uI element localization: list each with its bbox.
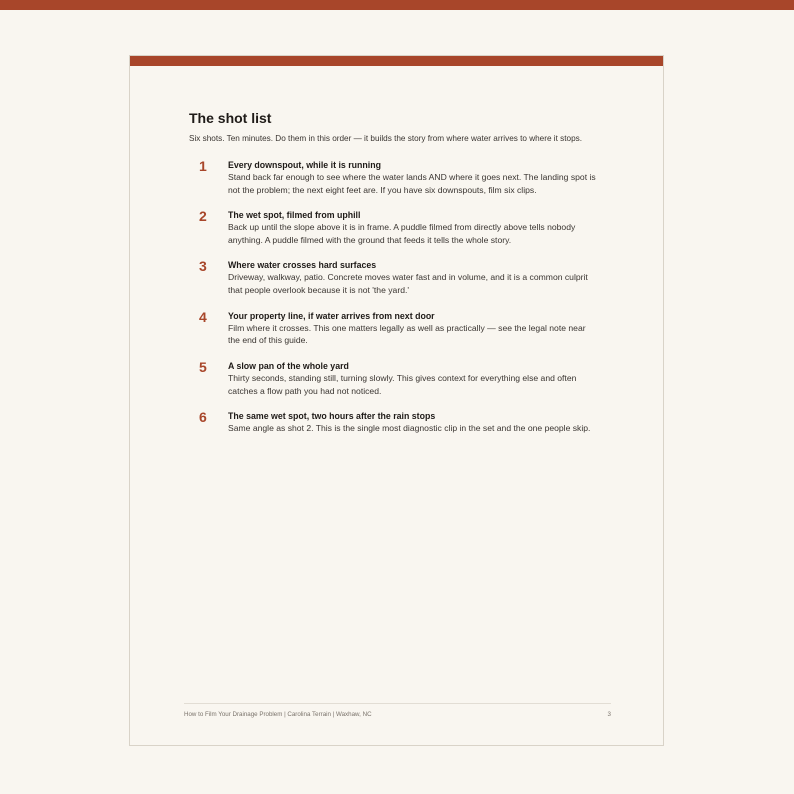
- shot-description: Driveway, walkway, patio. Concrete moves water fast and in volume, and it is a common culprit that people overlook because it is not 'the yard.': [228, 272, 588, 296]
- shot-heading: Your property line, if water arrives from next door: [228, 310, 435, 321]
- shot-item: [189, 358, 619, 408]
- intro-paragraph: Six shots. Ten minutes. Do them in this order — it builds the story from where water arrives to where it stops.: [189, 134, 583, 143]
- shot-description: Back up until the slope above it is in frame. A puddle filmed from directly above tells nobody anything. A puddle filmed with the ground that feeds it tells the whole story.: [228, 222, 576, 245]
- shot-description: Stand back far enough to see where the water lands AND where it goes next. The landing spot is not the problem; the next eight feet are. If you have six downspouts, film six clips.: [228, 172, 596, 195]
- footer-page-number: 3: [607, 711, 611, 718]
- shot-item: [189, 207, 619, 257]
- shot-description: Same angle as shot 2. This is the single most diagnostic clip in the set and the one people skip.: [228, 422, 591, 433]
- page-content: [189, 109, 619, 458]
- shot-list: [189, 157, 619, 458]
- shot-number: 4: [199, 308, 207, 325]
- shot-item: [189, 257, 619, 307]
- shot-number: 2: [199, 208, 207, 225]
- top-accent-bar: [0, 0, 794, 10]
- shot-description: Film where it crosses. This one matters legally as well as practically — see the legal note near the end of this guide.: [228, 322, 586, 346]
- shot-item: [189, 157, 619, 207]
- shot-heading: Where water crosses hard surfaces: [228, 260, 377, 271]
- shot-item: [189, 308, 619, 358]
- shot-heading: Every downspout, while it is running: [228, 160, 381, 170]
- shot-number: 5: [199, 358, 207, 375]
- page-title: The shot list: [189, 110, 272, 126]
- shot-heading: The same wet spot, two hours after the rain stops: [228, 410, 436, 421]
- page-header-band: [130, 56, 663, 66]
- shot-heading: The wet spot, filmed from uphill: [228, 210, 361, 221]
- document-page: [129, 55, 664, 746]
- footer-text: How to Film Your Drainage Problem | Carolina Terrain | Waxhaw, NC: [184, 711, 372, 718]
- shot-number: 6: [199, 408, 207, 425]
- shot-item: [189, 408, 619, 458]
- shot-description: Thirty seconds, standing still, turning slowly. This gives context for everything else and often catches a flow path you had not noticed.: [228, 372, 577, 396]
- page-footer: [184, 703, 611, 719]
- shot-number: 3: [199, 258, 207, 275]
- shot-number: 1: [199, 158, 207, 174]
- shot-heading: A slow pan of the whole yard: [228, 360, 349, 371]
